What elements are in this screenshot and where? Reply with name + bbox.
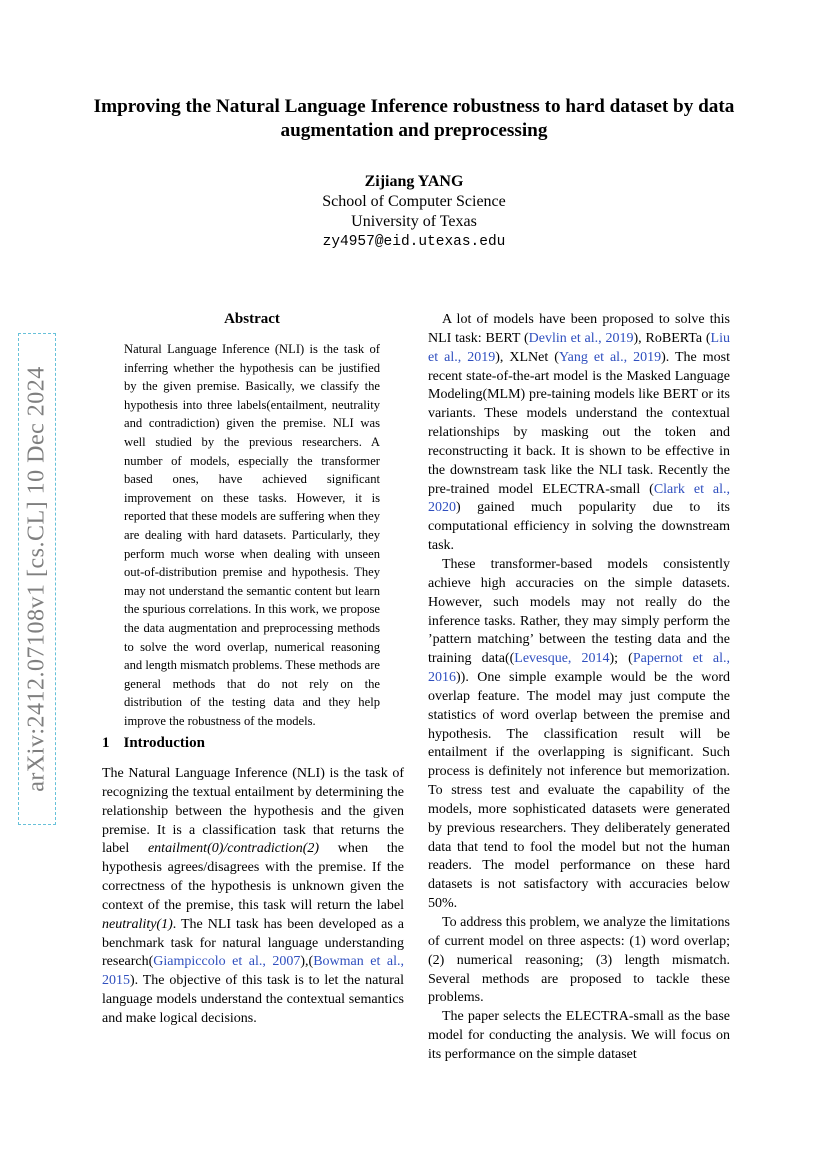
author-name: Zijiang YANG [364,173,464,190]
arxiv-stamp-text: arXiv:2412.07108v1 [cs.CL] 10 Dec 2024 [23,366,50,792]
right-column-body [428,311,730,1065]
citation-link[interactable]: Devlin et al., 2019 [528,330,634,346]
body-text: ), XLNet ( [495,349,559,365]
author-block [214,172,614,252]
body-text: ), RoBERTa ( [633,330,711,346]
abstract-text: Natural Language Inference (NLI) is the task of inferring whether the hypothesis can be justified by the given premise. Basically, we classify the hypothesis into three labels(entailment, neutrality and contradiction) given the premise. NLI was well studied by the previous researchers. A number of models, especially the transformer based ones, have achieved significant improvement on these tasks. However, it is reported that these models are suffering when they are dealing with hard datasets. Particularly, they perform much worse when dealing with unseen out-of-distribution premise and hypothesis. They may not understand the semantic content but learn the spurious correlations. In this work, we propose the data augmentation and preprocessing methods to solve the word overlap, numerical reasoning and length mismatch problems. These methods are general methods that do not rely on the distribution of the testing data and they help improve the robustness of the models. [124,342,380,728]
section-title: Introduction [123,735,205,751]
body-text: ) gained much popularity due to its computational efficiency in solving the downstream task. [428,500,730,554]
paragraph-models [428,311,730,556]
intro-text: . The NLI task has been developed as a benchmark task for natural language understanding research( [102,916,404,970]
body-text: )). One simple example would be the word overlap feature. The model may just compute the statistics of word overlap between the premise and hypothesis. The classification result will be entailment if the overlapping is significant. Such process is definitely not inference but memorization. To stress test and evaluate the capability of the models, more sophisticated datasets were generated by previous researchers. They deliberately generated data that tend to fool the model but not the human readers. The model performance on these hard datasets is not satisfactory with accuracies below 50%. [428,670,730,912]
arxiv-stamp [18,333,56,825]
paragraph-transformers [428,556,730,914]
abstract-body [124,340,380,730]
abstract-heading: Abstract [224,311,280,327]
affiliation-school: School of Computer Science [322,193,506,210]
author-email: zy4957@eid.utexas.edu [322,234,506,250]
introduction-body [102,765,404,1029]
intro-paragraph [102,765,404,1029]
body-text: A lot of models have been proposed to solve this NLI task: BERT ( [428,312,730,346]
citation-link[interactable]: Papernot et al., 2016 [428,651,730,686]
intro-text: ),( [300,954,314,970]
paper-title: Improving the Natural Language Inference robustness to hard dataset by data augmentation and preprocessing [93,96,735,141]
intro-text: when the hypothesis agrees/disagrees with the premise. If the correctness of the hypothesis is unknown given the context of the premise, this task will return the label [102,841,404,913]
body-text: ). The most recent state-of-the-art model is the Masked Language Modeling(MLM) pre-taining models like BERT or its variants. These models understand the contextual relationships by masking out the token and reconstructing it back. It is shown to be effective in the downstream task like the NLI task. Recently the pre-trained model ELECTRA-small ( [428,349,730,497]
body-text: These transformer-based models consistently achieve high accuracies on the simple datasets. However, such models may not really do the inference tasks. Rather, they may simply perform the ’pattern matching’ between the testing data and the training data(( [428,556,730,667]
label-neutrality: neutrality(1) [102,916,173,932]
affiliation-university: University of Texas [351,213,477,230]
paragraph-base-model: The paper selects the ELECTRA-small as the base model for conducting the analysis. We will focus on its performance on the simple dataset [428,1009,730,1062]
citation-link[interactable]: Bowman et al., 2015 [102,954,404,989]
intro-text: The Natural Language Inference (NLI) is the task of recognizing the textual entailment by determining the relationship between the hypothesis and the given premise. It is a classification task that returns the label [102,766,404,857]
citation-link[interactable]: Liu et al., 2019 [428,330,730,365]
section-heading-introduction [102,735,205,752]
paragraph-approach: To address this problem, we analyze the limitations of current model on three aspects: (1) word overlap; (2) numerical reasoning; (3) length mismatch. Several methods are proposed to tackle these problems. [428,915,730,1006]
body-text: ); ( [609,651,633,667]
citation-link[interactable]: Yang et al., 2019 [558,349,662,365]
citation-link[interactable]: Clark et al., 2020 [428,481,730,516]
label-entailment-contradiction: entailment(0)/contradiction(2) [147,841,320,857]
section-number: 1 [102,735,110,751]
citation-link[interactable]: Levesque, 2014 [514,651,610,667]
citation-link[interactable]: Giampiccolo et al., 2007 [153,954,301,970]
intro-text: ). The objective of this task is to let the natural language models understand the contextual semantics and make logical decisions. [102,973,404,1026]
